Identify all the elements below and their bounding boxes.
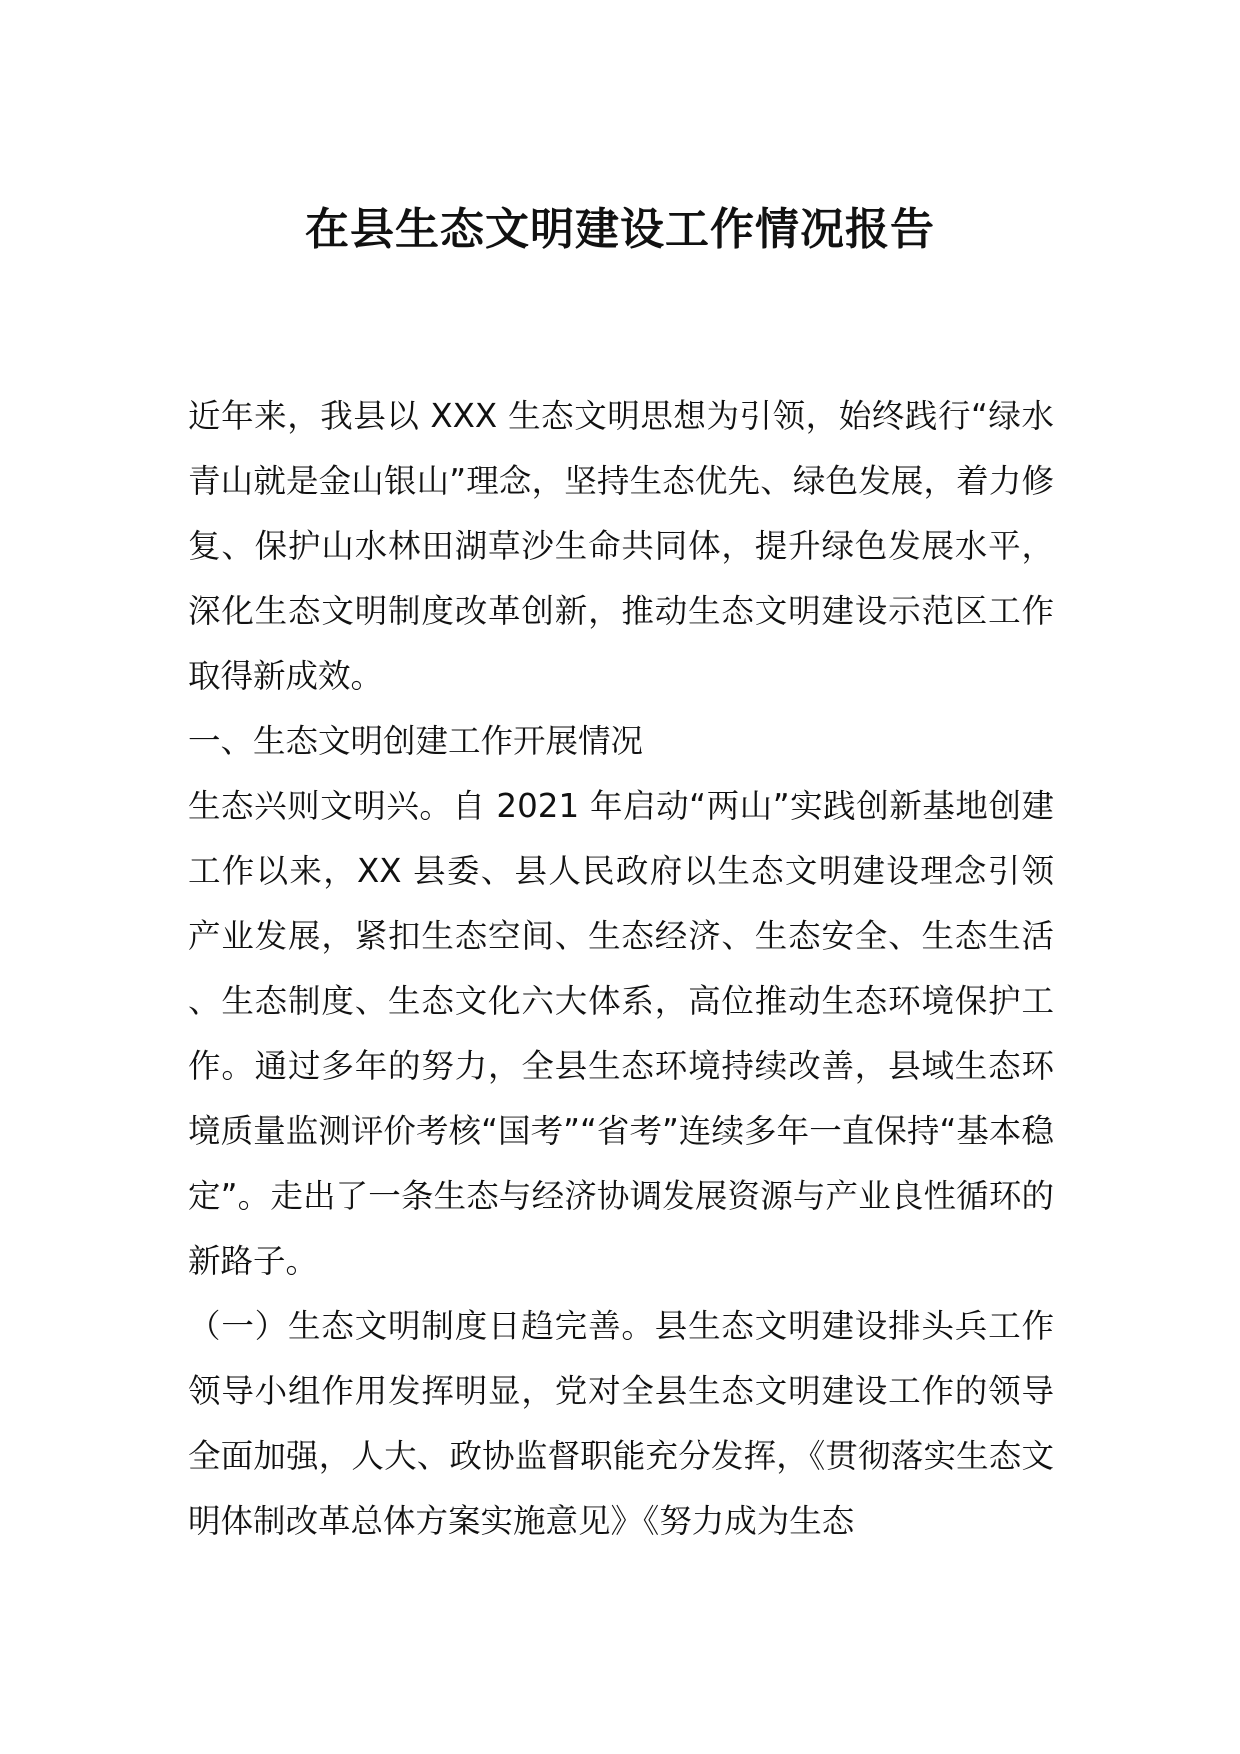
document-title: 在县生态文明建设工作情况报告 — [305, 204, 935, 255]
section-paragraph: 生态兴则文明兴。自 2021 年启动“两山”实践创新基地创建工作以来，XX 县委、县人民政府以生态文明建设理念引领产业发展，紧扣生态空间、生态经济、生态安全、生态生活、生态制度、生态文化六大体系，高位推动生态环境保护工作。通过多年的努力，全县生态环境持续改善，县域生态环境质量监测评价考核“国考”“省考”连续多年一直保持“基本稳定”。走出了一条生态与经济协调发展资源与产业良性循环的新路子。 — [188, 787, 1054, 1280]
document-body — [188, 384, 1054, 1554]
subsection-paragraph: （一）生态文明制度日趋完善。县生态文明建设排头兵工作领导小组作用发挥明显，党对全县生态文明建设工作的领导全面加强，人大、政协监督职能充分发挥，《贯彻落实生态文明体制改革总体方案实施意见》《努力成为生态 — [188, 1307, 1054, 1540]
section-heading: 一、生态文明创建工作开展情况 — [188, 722, 644, 760]
intro-paragraph: 近年来，我县以 XXX 生态文明思想为引领，始终践行“绿水青山就是金山银山”理念，坚持生态优先、绿色发展，着力修复、保护山水林田湖草沙生命共同体，提升绿色发展水平，深化生态文明制度改革创新，推动生态文明建设示范区工作取得新成效。 — [188, 397, 1054, 695]
